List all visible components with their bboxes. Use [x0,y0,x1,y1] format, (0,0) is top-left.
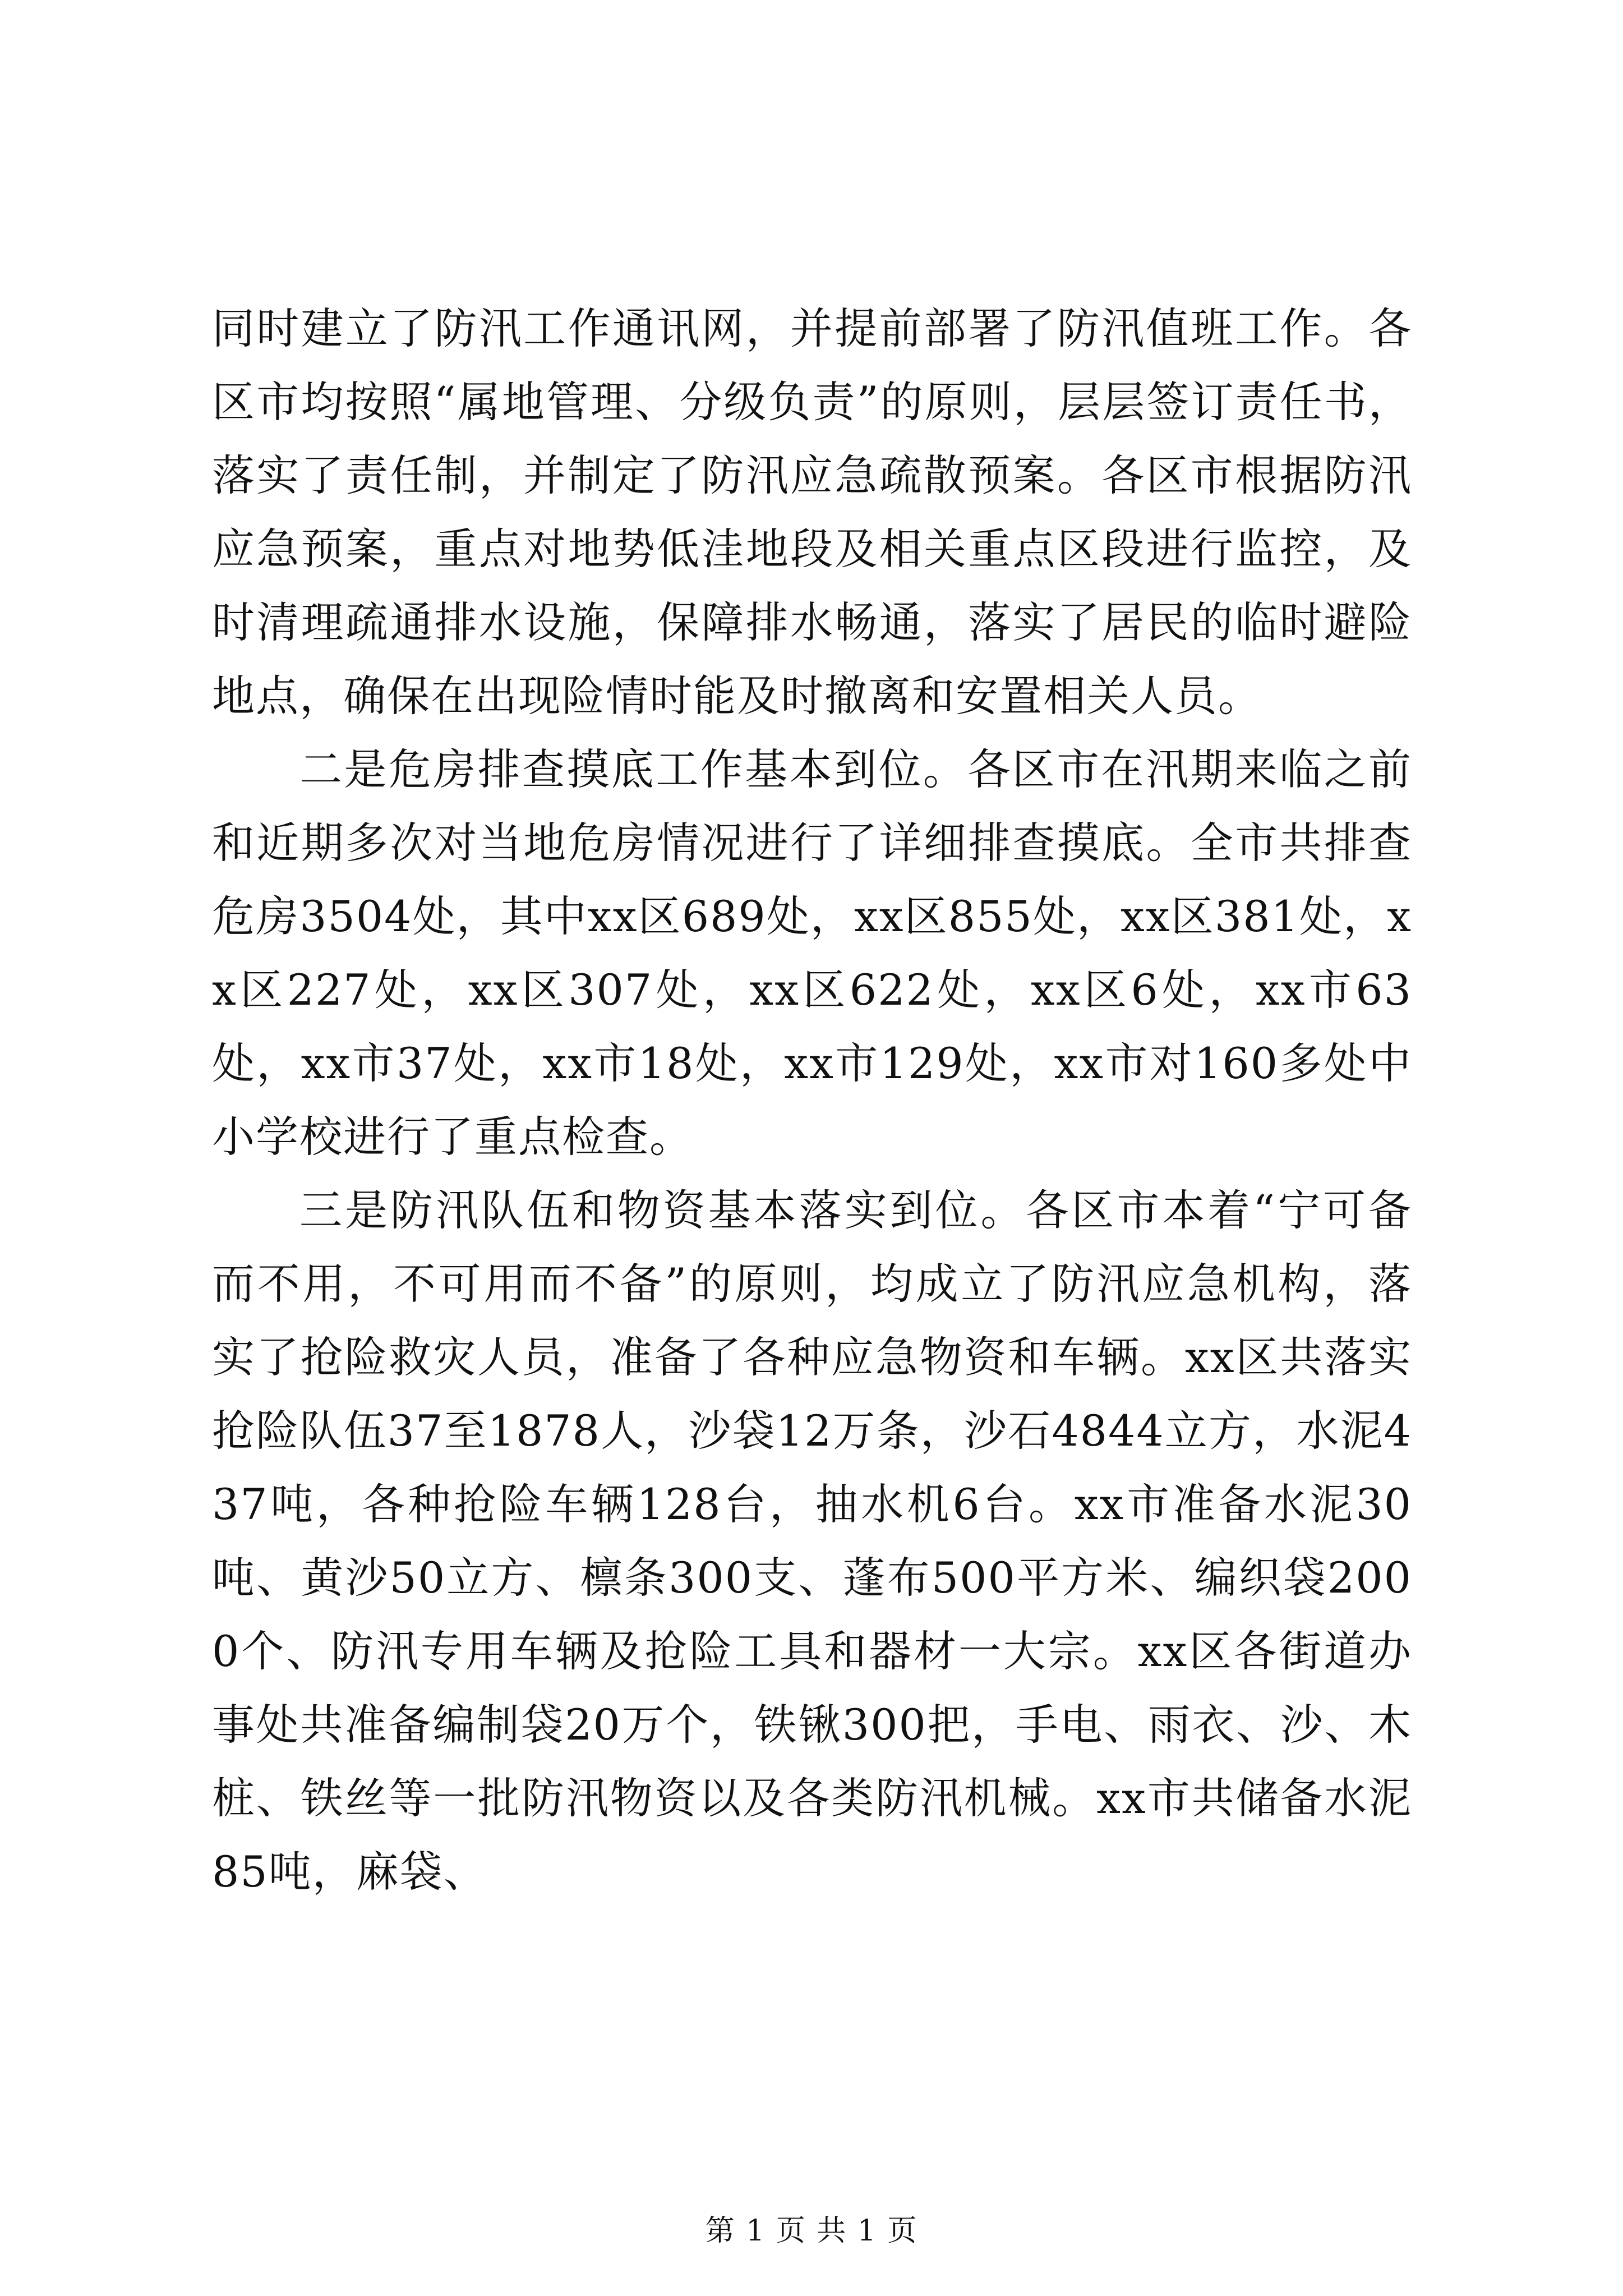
paragraph-dangerous-houses: 二是危房排查摸底工作基本到位。各区市在汛期来临之前和近期多次对当地危房情况进行了详细排查摸底。全市共排查危房3504处，其中xx区689处，xx区855处，xx区381处，xx区227处，xx区307处，xx区622处，xx区6处，xx市63处，xx市37处，xx市18处，xx市129处，xx市对160多处中小学校进行了重点检查。 [212,744,1412,1162]
paragraph-flood-teams-supplies: 三是防汛队伍和物资基本落实到位。各区市本着“宁可备而不用，不可用而不备”的原则，均成立了防汛应急机构，落实了抢险救灾人员，准备了各种应急物资和车辆。xx区共落实抢险队伍37至1878人，沙袋12万条，沙石4844立方，水泥437吨，各种抢险车辆128台，抽水机6台。xx市准备水泥30吨、黄沙50立方、檩条300支、蓬布500平方米、编织袋2000个、防汛专用车辆及抢险工具和器材一大宗。xx区各街道办事处共准备编制袋20万个，铁锹300把，手电、雨衣、沙、木桩、铁丝等一批防汛物资以及各类防汛机械。xx市共储备水泥85吨，麻袋、 [212,1185,1412,1897]
paragraph-continuation: 同时建立了防汛工作通讯网，并提前部署了防汛值班工作。各区市均按照“属地管理、分级负责”的原则，层层签订责任书，落实了责任制，并制定了防汛应急疏散预案。各区市根据防汛应急预案，重点对地势低洼地段及相关重点区段进行监控，及时清理疏通排水设施，保障排水畅通，落实了居民的临时避险地点，确保在出现险情时能及时撤离和安置相关人员。 [212,303,1412,721]
page-number-footer: 第 1 页 共 1 页 [705,2214,918,2248]
document-body [212,292,1412,1908]
